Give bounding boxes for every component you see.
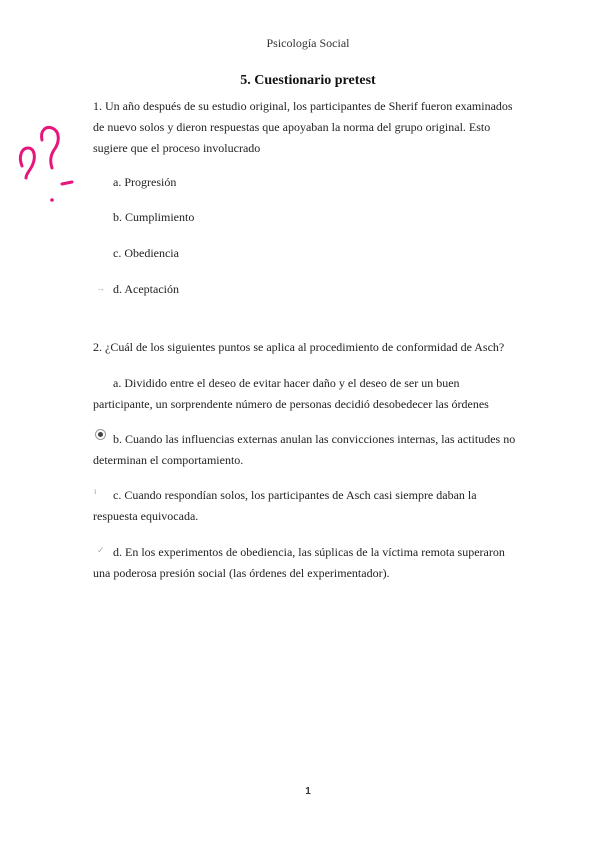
page-number: 1	[305, 786, 311, 797]
question-1-option-b[interactable]: b. Cumplimiento	[113, 210, 195, 224]
section-title: 5. Cuestionario pretest	[240, 73, 376, 88]
question-2-option-a[interactable]: a. Dividido entre el deseo de evitar hacer daño y el deseo de ser un buen participante, un sorprendente número de personas decidió desobedecer las órdenes	[93, 376, 489, 411]
question-2-option-d[interactable]: d. En los experimentos de obediencia, las súplicas de la víctima remota superaron una poderosa presión social (las órdenes del experimentador).	[93, 545, 505, 580]
tick-mark-icon: ı	[94, 486, 97, 496]
running-header: Psicología Social	[266, 36, 350, 50]
check-mark-icon: ✓	[97, 545, 105, 555]
question-2-option-b[interactable]: b. Cuando las influencias externas anulan las convicciones internas, las actitudes no determinan el comportamiento.	[93, 432, 516, 467]
question-1-prompt: 1. Un año después de su estudio original, los participantes de Sherif fueron examinados de nuevo solos y dieron respuestas que apoyaban la norma del grupo original. Esto sugiere que el proceso involucrado	[93, 99, 513, 155]
arrow-icon: →	[96, 283, 105, 293]
question-2-option-c[interactable]: c. Cuando respondían solos, los participantes de Asch casi siempre daban la respuesta equivocada.	[93, 488, 477, 523]
question-1-option-d[interactable]: d. Aceptación	[113, 282, 179, 296]
question-1-option-c[interactable]: c. Obediencia	[113, 246, 179, 260]
handwritten-annotation	[14, 118, 78, 208]
question-1-option-a[interactable]: a. Progresión	[113, 175, 177, 189]
question-2-prompt: 2. ¿Cuál de los siguientes puntos se aplica al procedimiento de conformidad de Asch?	[93, 340, 505, 354]
